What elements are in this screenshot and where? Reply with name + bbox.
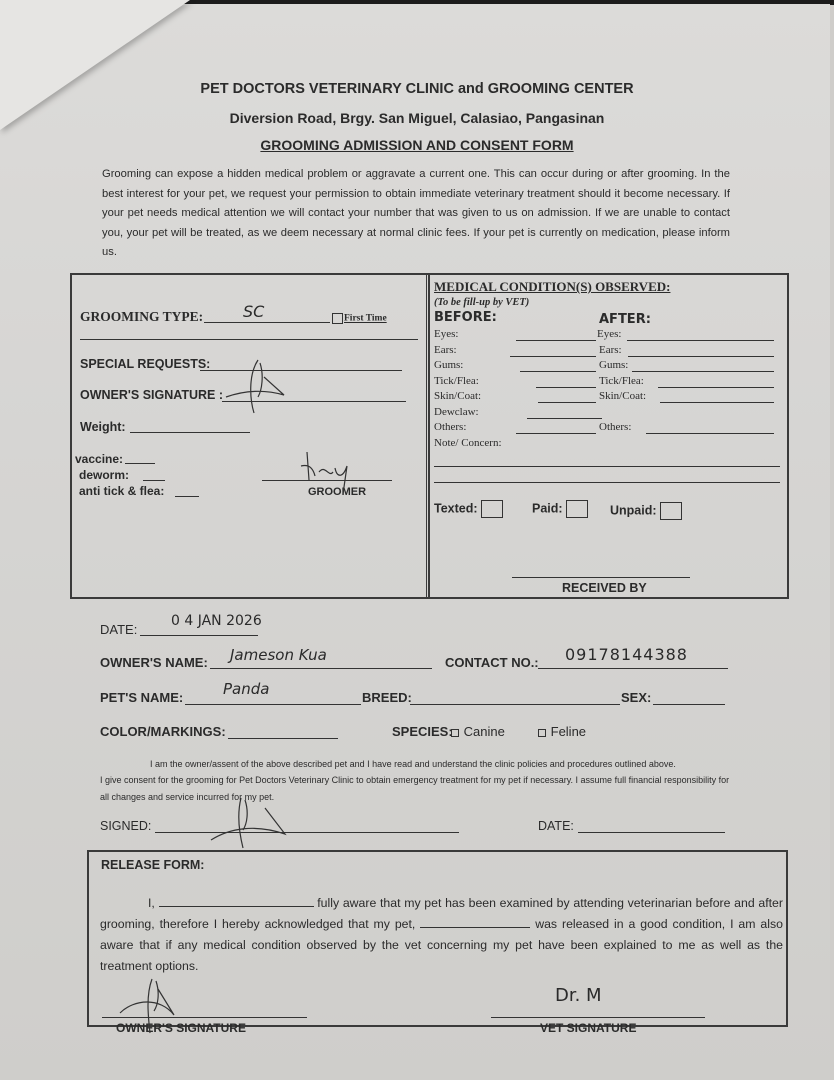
contact-field[interactable]: [538, 668, 728, 669]
checkbox-icon: [566, 500, 588, 518]
release-owner-signature-scribble: [112, 975, 192, 1035]
before-field-label: Skin/Coat:: [434, 390, 482, 402]
anti-tick-field[interactable]: [175, 496, 199, 497]
groomer-signature-scribble: [295, 448, 375, 498]
owner-signature-scribble: [218, 355, 288, 415]
consent-text-2: I give consent for the grooming for Pet Doctors Veterinary Clinic to obtain emergency treatment for my pet if necessary. I assume full financial responsibility for all changes and service incurred for my pet.: [100, 775, 730, 802]
after-label: AFTER:: [599, 312, 651, 327]
checkbox-icon: [538, 729, 546, 737]
after-field-input[interactable]: [658, 387, 774, 388]
color-field[interactable]: [228, 738, 338, 739]
pet-name-label: PET'S NAME:: [100, 690, 184, 705]
after-field-label: Ears:: [599, 343, 622, 356]
release-text-2: fully aware that my pet has been examined by attending veterinarian before and after grooming, therefore I hereby acknowledged that my pet,: [100, 896, 783, 931]
note-label: Note/ Concern:: [434, 437, 502, 449]
after-field-input[interactable]: [627, 340, 774, 341]
release-text-3: was released in a good condition, I am also aware that if any medical condition observed by the vet concerning my pet have been explained to me as well as the treatment options.: [100, 917, 783, 973]
contact-value: 09178144388: [565, 645, 688, 664]
vet-signature-value: Dr. M: [555, 985, 602, 1006]
received-by-label: RECEIVED BY: [562, 581, 647, 595]
after-field-label: Tick/Flea:: [599, 374, 644, 387]
before-field-input[interactable]: [516, 433, 596, 434]
vaccine-field[interactable]: [125, 463, 155, 464]
before-field-label: Ears:: [434, 343, 457, 356]
pet-name-field[interactable]: [185, 704, 361, 705]
consent-date-field[interactable]: [578, 832, 725, 833]
divider: [80, 339, 418, 340]
unpaid-label: Unpaid:: [610, 503, 657, 518]
before-field-label: Eyes:: [434, 328, 459, 340]
checkbox-icon: [451, 729, 459, 737]
deworm-label: deworm:: [79, 468, 130, 482]
medical-subtitle: (To be fill-up by VET): [434, 297, 530, 308]
signed-label: SIGNED:: [100, 819, 152, 833]
date-field[interactable]: [140, 635, 258, 636]
breed-label: BREED:: [362, 690, 412, 705]
grooming-type-label: GROOMING TYPE:: [80, 309, 204, 324]
unpaid-checkbox[interactable]: [610, 502, 682, 520]
before-field-label: Dewclaw:: [434, 405, 479, 418]
after-field-label: Eyes:: [597, 328, 622, 340]
owner-name-field[interactable]: [210, 668, 432, 669]
note-field-2[interactable]: [434, 482, 780, 483]
before-field-input[interactable]: [538, 402, 596, 403]
after-field-label: Others:: [599, 421, 632, 433]
groomer-label: GROOMER: [308, 486, 367, 498]
after-field-input[interactable]: [628, 356, 774, 357]
consent-signature-scribble: [205, 790, 295, 850]
first-time-label: First Time: [344, 313, 387, 324]
checkbox-icon: [660, 502, 682, 520]
before-field-input[interactable]: [527, 418, 602, 419]
release-text: [100, 893, 783, 977]
release-owner-signature-label: OWNER'S SIGNATURE: [116, 1021, 246, 1035]
breed-field[interactable]: [410, 704, 620, 705]
grooming-type-value: SC: [243, 302, 265, 321]
consent-date-label: DATE:: [538, 819, 574, 833]
deworm-field[interactable]: [143, 480, 165, 481]
weight-label: Weight:: [80, 420, 126, 434]
received-by-line[interactable]: [512, 577, 690, 578]
pet-name-value: Panda: [223, 680, 270, 698]
before-field-input[interactable]: [516, 340, 596, 341]
date-value: 0 4 JAN 2026: [171, 613, 262, 629]
sex-field[interactable]: [653, 704, 725, 705]
vet-signature-label: VET SIGNATURE: [540, 1021, 637, 1035]
before-field-label: Tick/Flea:: [434, 374, 479, 387]
special-requests-label: SPECIAL REQUESTS:: [80, 357, 211, 371]
feline-label: Feline: [550, 724, 587, 739]
checkbox-icon: [332, 313, 343, 324]
color-label: COLOR/MARKINGS:: [100, 724, 226, 739]
note-field-1[interactable]: [434, 466, 780, 467]
clinic-address: Diversion Road, Brgy. San Miguel, Calasiao, Pangasinan: [229, 110, 605, 126]
contact-label: CONTACT NO.:: [445, 655, 539, 670]
paid-label: Paid:: [532, 501, 563, 516]
after-field-input[interactable]: [660, 402, 774, 403]
date-label: DATE:: [100, 622, 138, 637]
sex-label: SEX:: [621, 690, 652, 705]
owner-name-label: OWNER'S NAME:: [100, 655, 208, 670]
vet-signature-line[interactable]: [491, 1017, 705, 1018]
owner-name-value: Jameson Kua: [230, 646, 327, 664]
anti-tick-label: anti tick & flea:: [79, 484, 165, 498]
release-title: RELEASE FORM:: [101, 858, 205, 872]
intro-paragraph: Grooming can expose a hidden medical problem or aggravate a current one. This can occur during or after grooming. In the best interest for your pet, we request your permission to obtain immediate veterinary treatment should it become necessary. If your pet needs medical attention we will contact your number that was given to us on admission. If we are unable to contact you, your pet will be treated, as we deem necessary at normal clinic fees. If your pet is currently on medication, please inform us.: [102, 168, 730, 259]
before-field-label: Others:: [434, 421, 467, 433]
medical-title: MEDICAL CONDITION(S) OBSERVED:: [434, 279, 671, 294]
paid-checkbox[interactable]: [532, 500, 588, 518]
weight-field[interactable]: [130, 432, 250, 433]
vaccine-label: vaccine:: [75, 452, 124, 466]
canine-label: Canine: [463, 724, 505, 739]
consent-text-1: I am the owner/assent of the above described pet and I have read and understand the clinic policies and procedures outlined above.: [150, 759, 676, 769]
owner-signature-label: OWNER'S SIGNATURE :: [80, 388, 224, 402]
grooming-type-field[interactable]: [204, 322, 330, 323]
after-field-input[interactable]: [646, 433, 774, 434]
release-text-1: I,: [148, 896, 155, 910]
after-field-input[interactable]: [632, 371, 774, 372]
before-field-input[interactable]: [520, 371, 596, 372]
species-canine-option[interactable]: [451, 724, 505, 739]
signed-field[interactable]: [155, 832, 459, 833]
release-pet-name-field[interactable]: [420, 927, 530, 928]
before-field-label: Gums:: [434, 359, 464, 371]
before-label: BEFORE:: [434, 310, 497, 325]
after-field-label: Gums:: [599, 359, 629, 371]
form-title: GROOMING ADMISSION AND CONSENT FORM: [260, 137, 574, 153]
texted-checkbox[interactable]: [434, 500, 503, 518]
species-feline-option[interactable]: [538, 724, 586, 739]
after-field-label: Skin/Coat:: [599, 390, 647, 402]
before-field-input[interactable]: [536, 387, 596, 388]
first-time-checkbox[interactable]: [332, 313, 387, 324]
clinic-name: PET DOCTORS VETERINARY CLINIC and GROOMING CENTER: [200, 81, 634, 97]
texted-label: Texted:: [434, 501, 478, 516]
before-field-input[interactable]: [510, 356, 596, 357]
species-label: SPECIES:: [392, 724, 453, 739]
checkbox-icon: [481, 500, 503, 518]
release-owner-name-field[interactable]: [159, 906, 314, 907]
